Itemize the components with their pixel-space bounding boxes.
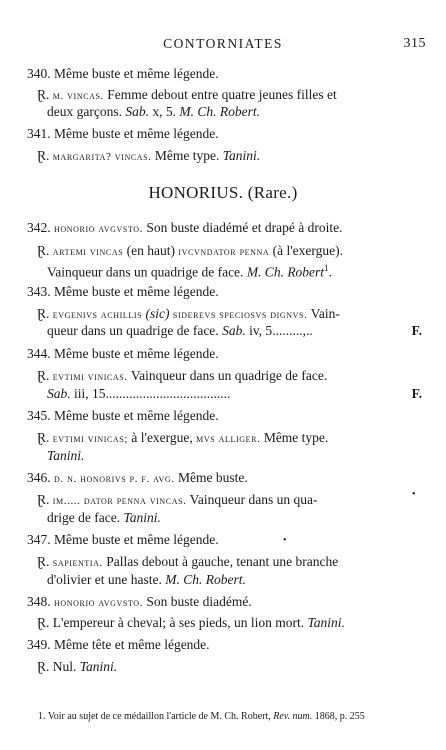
entry-341 bbox=[27, 125, 219, 142]
entry-text: Même buste et même légende. bbox=[54, 66, 219, 81]
reverse-343-cont: queur dans un quadrige de face. Sab. iv, 5.........,.. F. bbox=[47, 323, 422, 338]
legend: evtimi vinicas. bbox=[52, 371, 128, 383]
entry-347 bbox=[27, 531, 219, 548]
entry-text: Son buste diadémé et drapé à droite. bbox=[146, 220, 343, 235]
legend: mvs alliger. bbox=[196, 433, 261, 445]
reverse-349 bbox=[37, 658, 117, 675]
ink-dot: • bbox=[283, 535, 287, 546]
entry-number: 342. bbox=[27, 220, 51, 235]
entry-text: Même type. bbox=[263, 430, 329, 445]
entry-number: 345. bbox=[27, 408, 51, 423]
footnote-journal: Rev. num. bbox=[273, 711, 313, 722]
reverse-346 bbox=[37, 491, 317, 510]
reverse-342 bbox=[37, 242, 343, 261]
reverse-342-cont: Vainqueur dans un quadrige de face. M. Ch. Robert$^1$. bbox=[47, 263, 332, 280]
entry-text: Vainqueur dans un quadrige de face. bbox=[130, 368, 328, 383]
entry-number: 347. bbox=[27, 532, 51, 547]
entry-340 bbox=[27, 65, 219, 82]
legend: honorio avgvsto. bbox=[54, 223, 144, 235]
reverse-345-cont bbox=[47, 447, 84, 464]
legend: honorio avgvsto. bbox=[54, 597, 144, 609]
reverse-mark: Ɽ. bbox=[37, 615, 50, 630]
reference: Sab. bbox=[47, 386, 71, 401]
reverse-mark: Ɽ. bbox=[37, 148, 50, 163]
reference: Tanini. bbox=[79, 659, 118, 674]
reverse-347 bbox=[37, 553, 338, 572]
entry-text: (à l'exergue). bbox=[272, 243, 344, 258]
legend: evtimi vinicas; bbox=[52, 433, 129, 445]
entry-number: 346. bbox=[27, 470, 51, 485]
reference: Tanini. bbox=[307, 615, 345, 630]
reference: Tanini. bbox=[222, 148, 261, 163]
entry-text: (en haut) bbox=[126, 243, 176, 258]
reverse-345 bbox=[37, 429, 328, 448]
entry-text: d'olivier et une haste. bbox=[47, 572, 162, 587]
reference: Tanini. bbox=[123, 510, 161, 525]
entry-text: Même buste et même légende. bbox=[54, 408, 219, 423]
entry-text: Même buste et même légende. bbox=[54, 284, 219, 299]
legend: margarita? vincas. bbox=[52, 151, 152, 163]
footnote-text: 1868, p. 255 bbox=[314, 711, 365, 722]
legend: siderevs speciosvs dignvs. bbox=[172, 309, 308, 321]
entry-344 bbox=[27, 345, 219, 362]
reverse-mark: Ɽ. bbox=[37, 368, 50, 383]
section-title: HONORIUS. (Rare.) bbox=[148, 183, 298, 202]
legend: sapientia. bbox=[52, 557, 103, 569]
entry-text: Pallas debout à gauche, tenant une branche bbox=[106, 554, 339, 569]
footnote-number: 1. bbox=[38, 711, 46, 722]
entry-text: deux garçons. bbox=[47, 104, 122, 119]
entry-text: drige de face. bbox=[47, 510, 121, 525]
sic-note: (sic) bbox=[145, 306, 170, 321]
reference: M. Ch. Robert bbox=[246, 264, 325, 280]
ink-dot: • bbox=[412, 489, 416, 500]
entry-text: iii, 15 bbox=[74, 386, 106, 401]
page-number: 315 bbox=[403, 36, 426, 51]
reverse-347-cont bbox=[47, 571, 246, 588]
reverse-mark: Ɽ. bbox=[37, 243, 50, 258]
entry-346 bbox=[27, 469, 248, 488]
rarity-mark: F. bbox=[411, 386, 422, 401]
entry-text: Même buste et même légende. bbox=[54, 346, 219, 361]
reverse-mark: Ɽ. bbox=[37, 430, 50, 445]
entry-348 bbox=[27, 593, 252, 612]
reference: Tanini. bbox=[47, 448, 85, 463]
entry-number: 348. bbox=[27, 594, 51, 609]
footnote bbox=[38, 711, 365, 722]
entry-text: Même buste et même légende. bbox=[54, 532, 219, 547]
reverse-mark: Ɽ. bbox=[37, 87, 50, 102]
legend: d. n. honorivs p. f. avg. bbox=[54, 473, 175, 485]
running-head bbox=[0, 36, 446, 56]
entry-number: 349. bbox=[27, 637, 51, 652]
reverse-344-cont: Sab. iii, 15..................................... F. bbox=[47, 386, 422, 401]
entry-number: 341. bbox=[27, 126, 51, 141]
entry-342 bbox=[27, 219, 342, 238]
reverse-341 bbox=[37, 147, 260, 166]
reverse-348 bbox=[37, 614, 345, 631]
entry-text: Même buste et même légende. bbox=[54, 126, 219, 141]
legend: ivcvndator penna bbox=[178, 246, 270, 258]
entry-text: Même buste. bbox=[177, 470, 248, 485]
reverse-346-cont bbox=[47, 509, 161, 526]
legend: evgenivs achillis bbox=[52, 309, 143, 321]
entry-text: Nul. bbox=[52, 659, 77, 674]
entry-text: Vainqueur dans un qua- bbox=[189, 492, 318, 507]
reference: M. Ch. Robert. bbox=[165, 572, 246, 587]
reference: Sab. bbox=[222, 323, 246, 338]
reverse-mark: Ɽ. bbox=[37, 659, 50, 674]
entry-number: 340. bbox=[27, 66, 51, 81]
entry-number: 344. bbox=[27, 346, 51, 361]
reverse-340-cont bbox=[47, 103, 260, 120]
entry-text: Même type. bbox=[154, 148, 220, 163]
entry-text: queur dans un quadrige de face. bbox=[47, 323, 219, 338]
footnote-text: Voir au sujet de ce médaillon l'article de M. Ch. Robert, bbox=[47, 711, 271, 722]
entry-349 bbox=[27, 636, 210, 653]
entry-text: L'empereur à cheval; à ses pieds, un lion mort. bbox=[52, 615, 305, 630]
legend: artemi vincas bbox=[52, 246, 124, 258]
running-title: CONTORNIATES bbox=[163, 36, 283, 51]
legend: m. vincas. bbox=[52, 90, 104, 102]
reference: M. Ch. Robert. bbox=[179, 104, 260, 119]
entry-text: Son buste diadémé. bbox=[146, 594, 252, 609]
entry-text: iv, 5 bbox=[249, 323, 273, 338]
entry-text: Vainqueur dans un quadrige de face. bbox=[47, 264, 244, 280]
entry-text: Vain- bbox=[310, 306, 340, 321]
entry-343 bbox=[27, 283, 219, 300]
reverse-mark: Ɽ. bbox=[37, 492, 50, 507]
entry-number: 343. bbox=[27, 284, 51, 299]
entry-text: x, 5. bbox=[152, 104, 176, 119]
entry-text: Même tête et même légende. bbox=[54, 637, 210, 652]
entry-345 bbox=[27, 407, 219, 424]
entry-text: à l'exergue, bbox=[131, 430, 193, 445]
reverse-mark: Ɽ. bbox=[37, 554, 50, 569]
entry-text: Femme debout entre quatre jeunes filles et bbox=[107, 87, 337, 102]
reverse-344 bbox=[37, 367, 327, 386]
legend: im..... dator penna vincas. bbox=[52, 495, 187, 507]
footnote-ref: 1 bbox=[324, 263, 329, 273]
reference: Sab. bbox=[125, 104, 149, 119]
rarity-mark: F. bbox=[411, 323, 422, 338]
reverse-mark: Ɽ. bbox=[37, 306, 50, 321]
